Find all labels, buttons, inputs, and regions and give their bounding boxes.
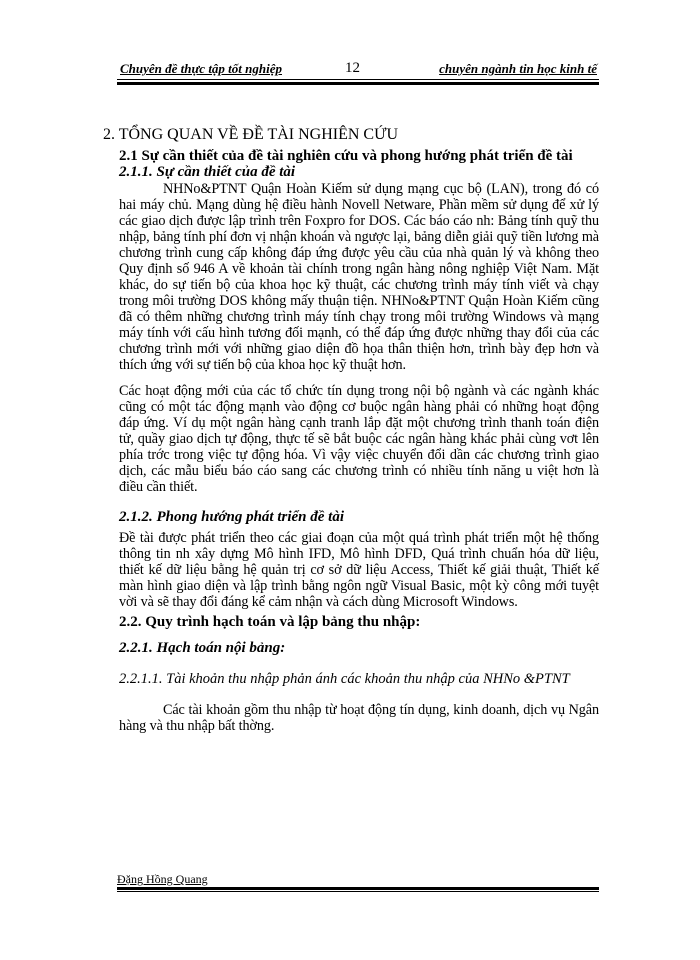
header-rule-thick [117, 82, 599, 85]
paragraph-2-1-2: Đề tài được phát triển theo các giai đoạn của một quá trình phát triển một hệ thống thông tin nh xây dựng Mô hình IFD, Mô hình DFD, Quá trình chuẩn hóa dữ liệu, thiết kế dữ liệu bằng hệ quản trị cơ sở dữ liệu Access, Thiết kế giải thuật, Thiết kế màn hình giao diện và lập trình bằng ngôn ngữ Visual Basic, một kỳ công mới tuyệt vời và sẽ thay đổi đáng kể cảm nhận và cách dùng Microsoft Windows. [119, 530, 599, 610]
header-left-text: Chuyên đề thực tập tốt nghiệp [120, 61, 282, 76]
footer-author: Đặng Hồng Quang [117, 872, 208, 886]
header-page-number: 12 [345, 60, 360, 76]
header-rule-thin [117, 79, 599, 80]
paragraph-2-1-1-b: Các hoạt động mới của các tổ chức tín dụng trong nội bộ ngành và các ngành khác cũng có một tác động mạnh vào động cơ buộc ngân hàng phải có những hoạt động đáp ứng. Ví dụ một ngân hàng cạnh tranh lắp đặt một chương trình thanh toán điện tử, quầy giao dịch tự động, thực tế sẽ bắt buộc các ngân hàng khác phải cùng vơt lên phía trớc trong việc tự động hóa. Vì vậy việc chuyển đổi dần các chương trình giao dịch, các mẫu biểu báo cáo sang các chương trình có nhiều tính năng u việt hơn là điều cần thiết. [119, 383, 599, 495]
document-body [103, 125, 599, 734]
section-title: 2. TỔNG QUAN VỀ ĐỀ TÀI NGHIÊN CỨU [103, 126, 399, 143]
heading-2-2: 2.2. Quy trình hạch toán và lập bảng thu nhập: [119, 614, 421, 630]
heading-2-2-1-1: 2.2.1.1. Tài khoản thu nhập phản ánh các khoản thu nhập của NHNo &PTNT [119, 671, 570, 687]
page-header [117, 58, 599, 80]
heading-2-2-1: 2.2.1. Hạch toán nội bảng: [119, 640, 286, 656]
paragraph-2-2-1-1: Các tài khoản gồm thu nhập từ hoạt động tín dụng, kinh doanh, dịch vụ Ngân hàng và thu nhập bất thờng. [119, 702, 599, 734]
heading-2-1-1: 2.1.1. Sự cần thiết của đề tài [119, 164, 296, 180]
footer-rule-thick [117, 887, 599, 890]
heading-2-1-2: 2.1.2. Phong hướng phát triển đề tài [119, 509, 344, 525]
header-right-text: chuyên ngành tin học kinh tế [439, 61, 597, 76]
footer-rule-thin [117, 891, 599, 892]
paragraph-2-1-1-a: NHNo&PTNT Quận Hoàn Kiếm sử dụng mạng cục bộ (LAN), trong đó có hai máy chủ. Mạng dùng hệ điều hành Novell Netware, Phần mềm sử dụng để xử lý các giao dịch được lập trình trên Foxpro for DOS. Các báo cáo nh: Bảng tính quỹ thu nhập, bảng tính phí đơn vị nhận khoán và ngược lại, bảng diễn giải quỹ tiền lương mà chương trình cung cấp không đáp ứng được yêu cầu của nhà quản lý và không theo Quy định số 946 A về khoản tài chính trong ngân hàng nông nghiệp Việt Nam. Mặt khác, do sự tiến bộ của khoa học kỹ thuật, các chương trình máy tính viết và chạy trong môi trường DOS không mấy thuận tiện. NHNo&PTNT Quận Hoàn Kiếm cũng đã có thêm những chương trình máy tính chạy trong môi trường Windows và mạng máy tính với cấu hình tương đối mạnh, có thể đáp ứng được những thay đổi của các chương trình mới với những giao diện đồ họa thân thiện hơn, trình bày đẹp hơn và thích ứng với sự tiến bộ của khoa học kỹ thuật hơn. [119, 181, 599, 373]
heading-2-1: 2.1 Sự cần thiết của đề tài nghiên cứu và phong hướng phát triển đề tài [119, 148, 573, 164]
